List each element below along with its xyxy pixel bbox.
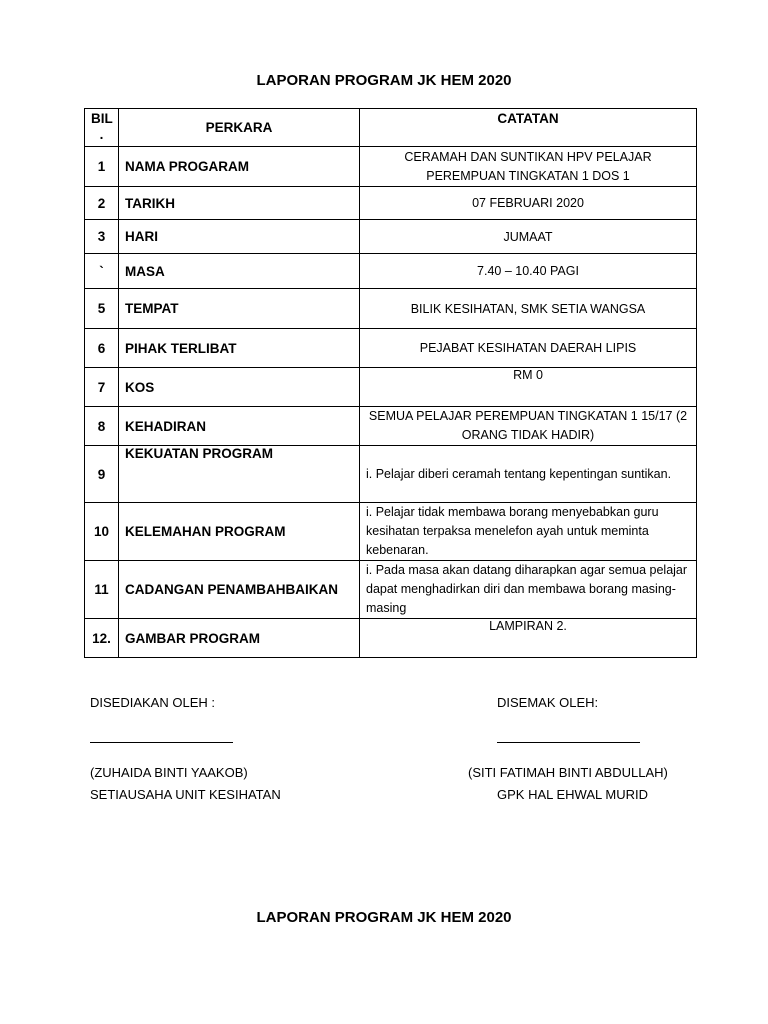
row-note: JUMAAT xyxy=(360,220,697,254)
header-perkara: PERKARA xyxy=(119,109,360,147)
header-catatan: CATATAN xyxy=(360,109,697,147)
row-number: 5 xyxy=(85,289,119,329)
row-item: MASA xyxy=(119,254,360,289)
row-item: CADANGAN PENAMBAHBAIKAN xyxy=(119,561,360,619)
table-row xyxy=(85,187,697,220)
row-item: KELEMAHAN PROGRAM xyxy=(119,503,360,561)
row-item: NAMA PROGARAM xyxy=(119,147,360,187)
row-note: LAMPIRAN 2. xyxy=(360,619,697,658)
report-table xyxy=(84,108,697,658)
row-number: 2 xyxy=(85,187,119,220)
row-number: ` xyxy=(85,254,119,289)
row-number: 9 xyxy=(85,446,119,503)
table-row xyxy=(85,561,697,619)
table-header-row xyxy=(85,109,697,147)
prepared-by-label: DISEDIAKAN OLEH : xyxy=(90,695,215,710)
table-row xyxy=(85,407,697,446)
row-number: 8 xyxy=(85,407,119,446)
table-row xyxy=(85,220,697,254)
report-title-repeat: LAPORAN PROGRAM JK HEM 2020 xyxy=(256,909,512,926)
row-item: TARIKH xyxy=(119,187,360,220)
row-note: i. Pelajar diberi ceramah tentang kepentingan suntikan. xyxy=(360,446,697,503)
reviewed-by-name: (SITI FATIMAH BINTI ABDULLAH) xyxy=(468,765,668,780)
table-row xyxy=(85,619,697,658)
row-number: 3 xyxy=(85,220,119,254)
row-number: 12. xyxy=(85,619,119,658)
report-title: LAPORAN PROGRAM JK HEM 2020 xyxy=(256,72,512,89)
row-note: 7.40 – 10.40 PAGI xyxy=(360,254,697,289)
row-item: KEHADIRAN xyxy=(119,407,360,446)
row-note: 07 FEBRUARI 2020 xyxy=(360,187,697,220)
row-number: 11 xyxy=(85,561,119,619)
table-row xyxy=(85,368,697,407)
reviewed-by-signature-line xyxy=(497,742,640,743)
reviewed-by-label: DISEMAK OLEH: xyxy=(497,695,599,710)
row-item: GAMBAR PROGRAM xyxy=(119,619,360,658)
row-item: PIHAK TERLIBAT xyxy=(119,329,360,368)
table-row xyxy=(85,329,697,368)
row-note: BILIK KESIHATAN, SMK SETIA WANGSA xyxy=(360,289,697,329)
row-note: SEMUA PELAJAR PEREMPUAN TINGKATAN 1 15/17 (2 ORANG TIDAK HADIR) xyxy=(360,407,697,446)
table-row xyxy=(85,503,697,561)
row-note: RM 0 xyxy=(360,368,697,407)
row-note: CERAMAH DAN SUNTIKAN HPV PELAJAR PEREMPUAN TINGKATAN 1 DOS 1 xyxy=(360,147,697,187)
row-item: TEMPAT xyxy=(119,289,360,329)
row-number: 7 xyxy=(85,368,119,407)
table-row xyxy=(85,446,697,503)
header-bil: BIL . xyxy=(85,109,119,147)
reviewed-by-position: GPK HAL EHWAL MURID xyxy=(497,787,648,802)
row-number: 6 xyxy=(85,329,119,368)
row-note: PEJABAT KESIHATAN DAERAH LIPIS xyxy=(360,329,697,368)
row-note: i. Pada masa akan datang diharapkan agar semua pelajar dapat menghadirkan diri dan membawa borang masing-masing xyxy=(360,561,697,619)
table-row xyxy=(85,254,697,289)
prepared-by-name: (ZUHAIDA BINTI YAAKOB) xyxy=(90,765,248,780)
table-row xyxy=(85,289,697,329)
row-item: KOS xyxy=(119,368,360,407)
table-row xyxy=(85,147,697,187)
row-item: HARI xyxy=(119,220,360,254)
prepared-by-signature-line xyxy=(90,742,233,743)
prepared-by-position: SETIAUSAHA UNIT KESIHATAN xyxy=(90,787,281,802)
row-number: 1 xyxy=(85,147,119,187)
row-note: i. Pelajar tidak membawa borang menyebabkan guru kesihatan terpaksa menelefon ayah untuk meminta kebenaran. xyxy=(360,503,697,561)
row-number: 10 xyxy=(85,503,119,561)
row-item: KEKUATAN PROGRAM xyxy=(119,446,360,503)
